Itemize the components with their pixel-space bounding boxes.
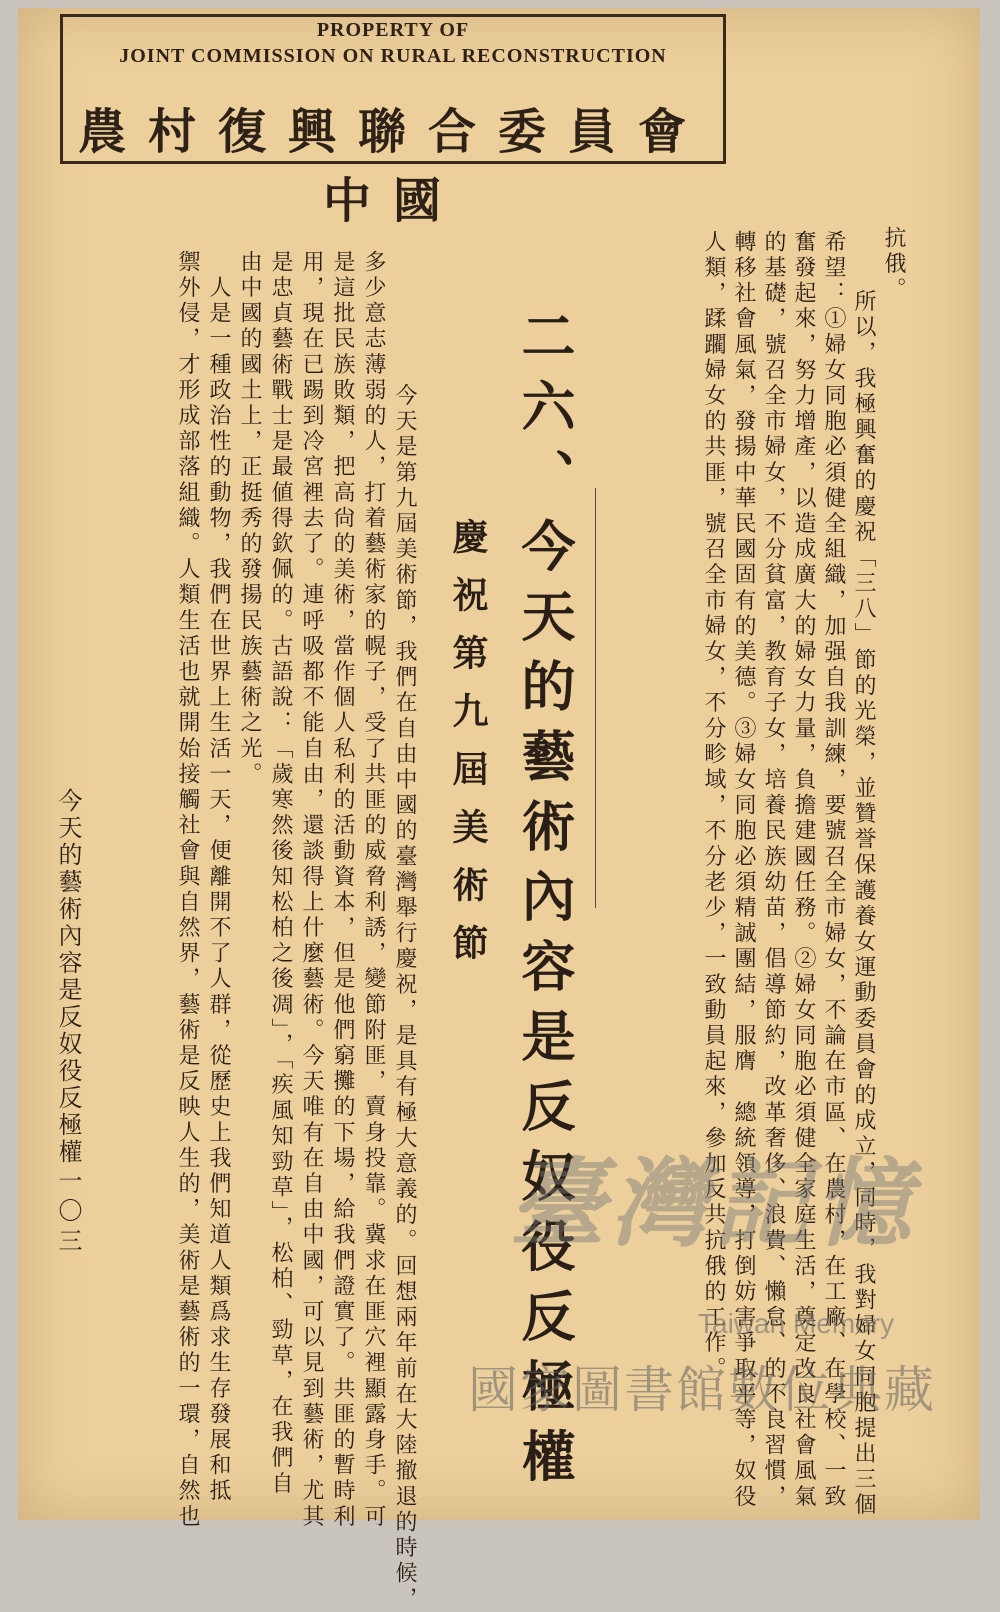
running-header: 今天的藝術內容是反奴役反極權	[54, 788, 82, 1166]
text-column: 希望：①婦女同胞必須健全組織，加强自我訓練，要號召全市婦女，不論在市區、在農村，在工廠、在學校、一致	[821, 230, 846, 1510]
stamp-line-1: PROPERTY OF	[316, 19, 470, 41]
stamp-chinese: 會員委合聯興復村農國中	[77, 104, 708, 229]
stamp-line-2: JOINT COMMISSION ON RURAL RECONSTRUCTION	[119, 45, 667, 67]
article-column: 禦外侵，才形成部落組織。人類生活也就開始接觸社會與自然界，藝術是反映人生的，美術是藝術的一環，自然也	[175, 250, 200, 1530]
article-column: 多少意志薄弱的人，打着藝術家的幌子，受了共匪的威脅利誘，變節附匪，賣身投靠。冀求在匪穴裡顯露身手。可	[361, 250, 386, 1530]
article-column: 是忠貞藝術戰士是最値得欽佩的。古語說：「歲寒然後知松柏之後凋」，「疾風知勁草」，松柏、勁草，在我們自	[268, 250, 293, 1497]
document-page	[18, 8, 980, 1612]
text-column: 所以，我極興奮的慶祝「三八」節的光榮，並贊誉保護養女運動委員會的成立，同時，我對婦女同胞提出三個	[851, 264, 876, 1519]
article-column: 由中國的國土上，正挺秀的發揚民族藝術之光。	[237, 250, 262, 788]
text-column: 轉移社會風氣，發揚中華民國固有的美德。③婦女同胞必須精誠團結，服膺 總統領導，打倒妨害爭取平等，奴役	[731, 230, 756, 1510]
page-number: 一〇三	[54, 1168, 82, 1258]
watermark-chinese: 國家圖書館數位典藏	[468, 1361, 936, 1419]
article-column: 今天是第九屆美術節，我們在自由中國的臺灣舉行慶祝，是具有極大意義的。回想兩年前在大陸撤退的時候，	[392, 358, 417, 1612]
watermark	[448, 1128, 978, 1419]
article-column: 人是一種政治性的動物，我們在世界上生活一天，便離開不了人群，從歷史上我們知道人類爲求生存發展和抵	[206, 250, 231, 1505]
article-subtitle: 慶祝第九屆美術節	[447, 518, 489, 982]
text-column: 人類，蹂躙婦女的共匪，號召全市婦女，不分畛域，不分老少，一致動員起來，參加反共抗俄的工作。	[701, 230, 726, 1382]
text-column: 抗俄。	[881, 226, 906, 303]
watermark-logo: 臺灣記憶	[509, 1147, 917, 1260]
article-title: 二六、今天的藝術內容是反奴役反極權	[513, 308, 577, 1498]
text-column: 奮發起來，努力增產，以造成廣大的婦女力量，負擔建國任務。②婦女同胞必須健全家庭生活，奠定改良社會風氣	[791, 230, 816, 1510]
text-column: 的基礎，號召全市婦女，不分貧富，教育子女，培養民族幼苗，倡導節約，改革奢侈、浪費、懶怠、的不良習慣，	[761, 230, 786, 1510]
subtitle-dash	[595, 488, 596, 908]
article-column: 是這批民族敗類，把高尙的美術，當作個人私利的活動資本，但是他們窮攤的下場，給我們證實了。共匪的暫時利	[330, 250, 355, 1530]
article-column: 用，現在已踢到冷宮裡去了。連呼吸都不能自由，還談得上什麼藝術。今天唯有在自由中國，可以見到藝術，尤其	[299, 250, 324, 1530]
watermark-english: Taiwan Memory	[698, 1308, 895, 1339]
property-stamp	[60, 14, 726, 229]
